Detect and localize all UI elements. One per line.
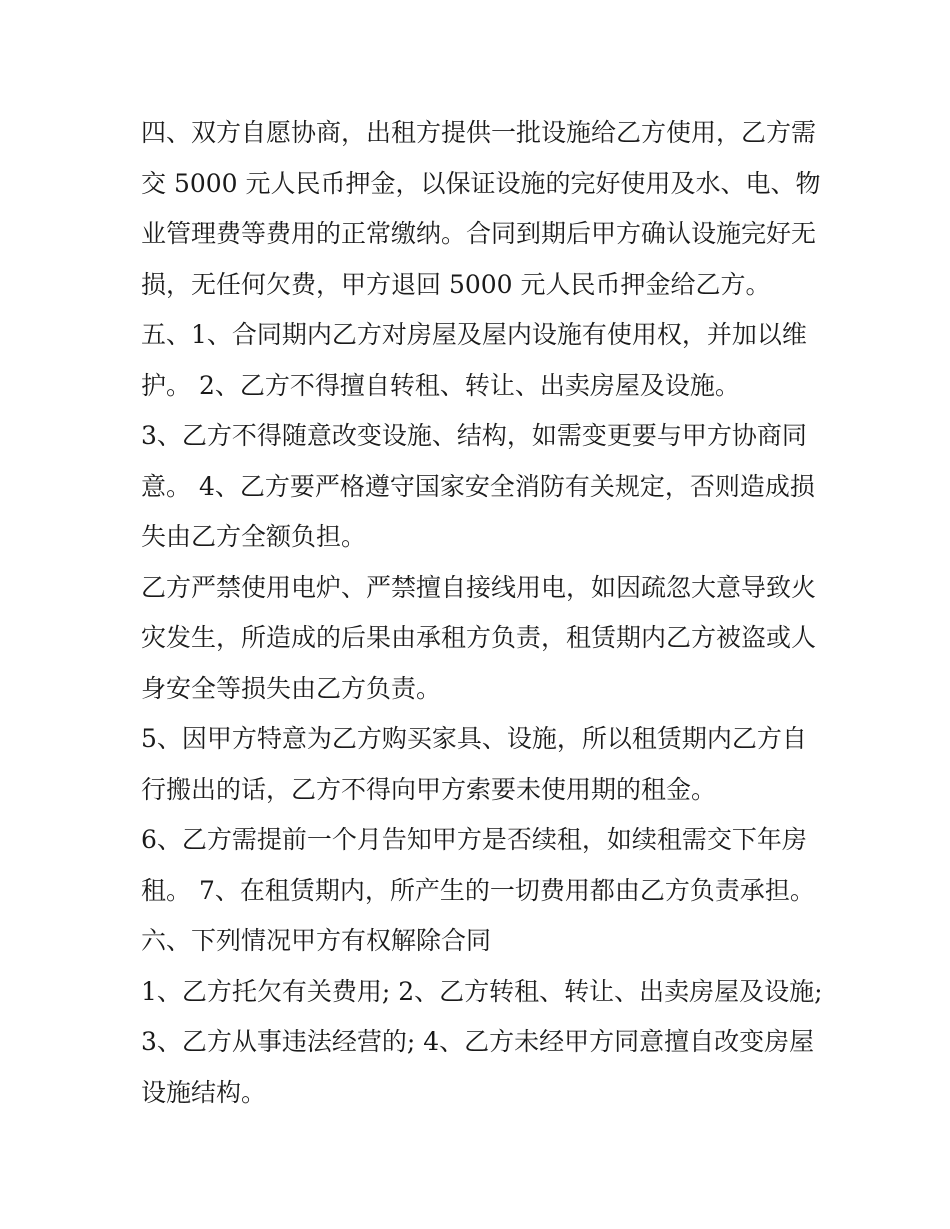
- text-line: 护。 2、乙方不得擅自转租、转让、出卖房屋及设施。: [141, 370, 740, 400]
- text-line: 四、双方自愿协商，出租方提供一批设施给乙方使用，乙方需: [141, 118, 817, 147]
- text-line: 租。 7、在租赁期内，所产生的一切费用都由乙方负责承担。: [141, 875, 815, 905]
- text-line: 意。 4、乙方要严格遵守国家安全消防有关规定，否则造成损: [141, 471, 815, 501]
- text-line: 5、因甲方特意为乙方购买家具、设施，所以租赁期内乙方自: [141, 724, 807, 753]
- text-line: 3、乙方不得随意改变设施、结构，如需变更要与甲方协商同: [141, 421, 807, 450]
- text-line: 业管理费等费用的正常缴纳。合同到期后甲方确认设施完好无: [141, 219, 817, 248]
- text-line: 交 5000 元人民币押金，以保证设施的完好使用及水、电、物: [141, 168, 821, 198]
- text-line: 设施结构。: [141, 1077, 267, 1107]
- text-line: 1、乙方托欠有关费用; 2、乙方转租、转让、出卖房屋及设施;: [141, 976, 823, 1006]
- text-line: 五、1、合同期内乙方对房屋及屋内设施有使用权，并加以维: [141, 320, 807, 349]
- text-line: 损，无任何欠费，甲方退回 5000 元人民币押金给乙方。: [141, 269, 771, 299]
- text-line: 失由乙方全额负担。: [141, 522, 367, 551]
- text-line: 3、乙方从事违法经营的; 4、乙方未经甲方同意擅自改变房屋: [141, 1027, 815, 1056]
- text-line: 行搬出的话，乙方不得向甲方索要未使用期的租金。: [141, 774, 717, 804]
- text-line: 6、乙方需提前一个月告知甲方是否续租，如续租需交下年房: [141, 825, 807, 854]
- document-body: [141, 108, 821, 1118]
- text-line: 身安全等损失由乙方负责。: [141, 673, 442, 703]
- text-line: 六、下列情况甲方有权解除合同: [141, 926, 492, 955]
- text-line: 灾发生，所造成的后果由承租方负责，租赁期内乙方被盗或人: [141, 623, 817, 652]
- text-line: 乙方严禁使用电炉、严禁擅自接线用电，如因疏忽大意导致火: [141, 572, 817, 602]
